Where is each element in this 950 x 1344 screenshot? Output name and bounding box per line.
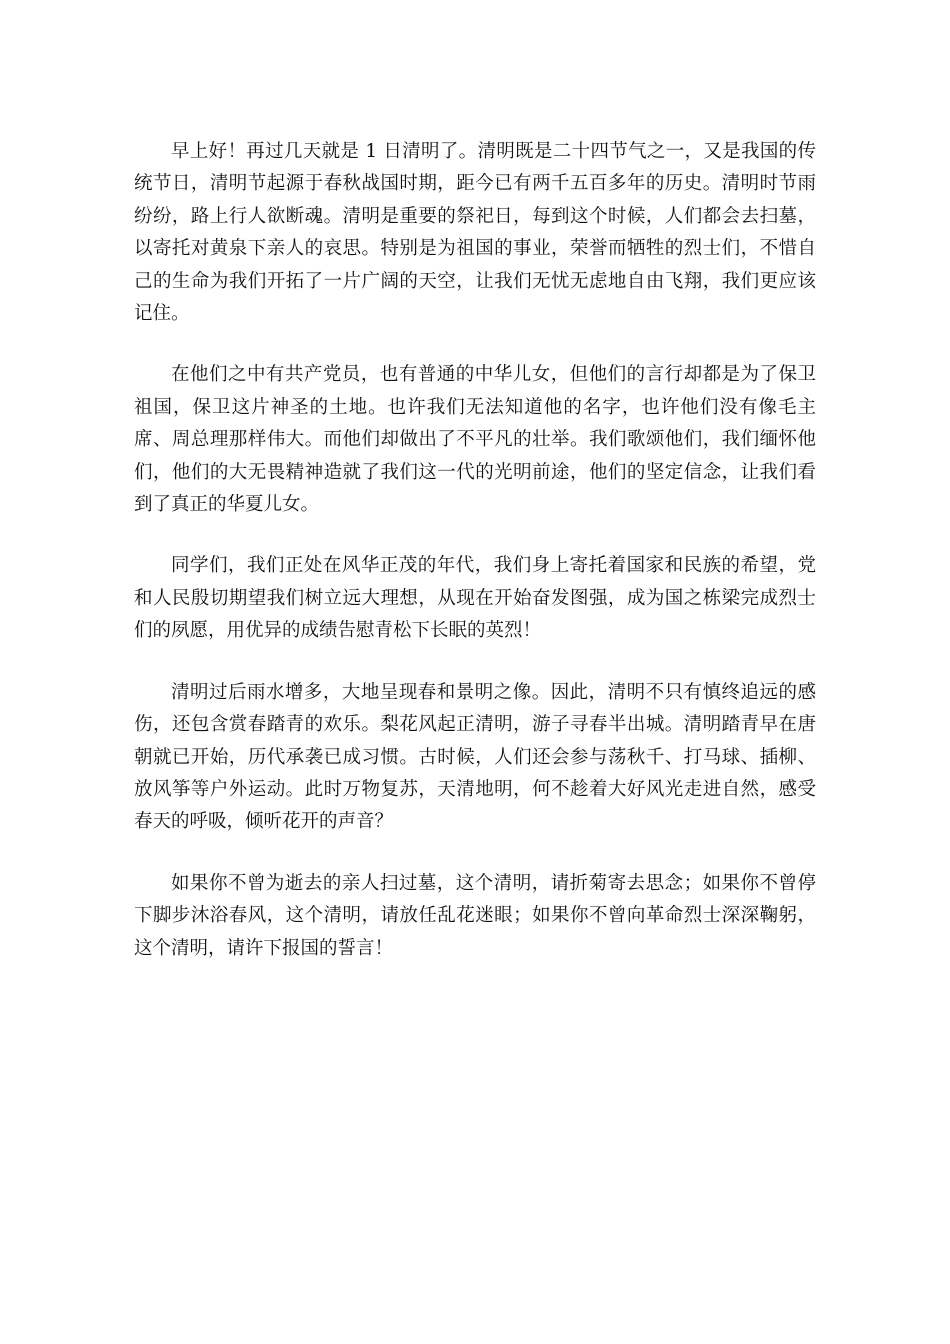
paragraph-4: 清明过后雨水增多，大地呈现春和景明之像。因此，清明不只有慎终追远的感伤，还包含赏春踏青的欢乐。梨花风起正清明，游子寻春半出城。清明踏青早在唐朝就已开始，历代承袭已成习惯。古时候，人们还会参与荡秋千、打马球、插柳、放风筝等户外运动。此时万物复苏，天清地明，何不趁着大好风光走进自然，感受春天的呼吸，倾听花开的声音？ [134, 681, 816, 833]
paragraph-2: 在他们之中有共产党员，也有普通的中华儿女，但他们的言行却都是为了保卫祖国，保卫这片神圣的土地。也许我们无法知道他的名字，也许他们没有像毛主席、周总理那样伟大。而他们却做出了不平凡的壮举。我们歌颂他们，我们缅怀他们，他们的大无畏精神造就了我们这一代的光明前途，他们的坚定信念，让我们看到了真正的华夏儿女。 [134, 364, 816, 516]
document-body [134, 136, 816, 994]
paragraph-1: 早上好！再过几天就是 1 日清明了。清明既是二十四节气之一，又是我国的传统节日，清明节起源于春秋战国时期，距今已有两千五百多年的历史。清明时节雨纷纷，路上行人欲断魂。清明是重要的祭祀日，每到这个时候，人们都会去扫墓，以寄托对黄泉下亲人的哀思。特别是为祖国的事业，荣誉而牺牲的烈士们，不惜自己的生命为我们开拓了一片广阔的天空，让我们无忧无虑地自由飞翔，我们更应该记住。 [134, 141, 816, 325]
paragraph-3: 同学们，我们正处在风华正茂的年代，我们身上寄托着国家和民族的希望，党和人民殷切期望我们树立远大理想，从现在开始奋发图强，成为国之栋梁完成烈士们的夙愿，用优异的成绩告慰青松下长眠的英烈！ [134, 555, 816, 642]
paragraph-5: 如果你不曾为逝去的亲人扫过墓，这个清明，请折菊寄去思念；如果你不曾停下脚步沐浴春风，这个清明，请放任乱花迷眼；如果你不曾向革命烈士深深鞠躬，这个清明，请许下报国的誓言！ [134, 872, 816, 959]
